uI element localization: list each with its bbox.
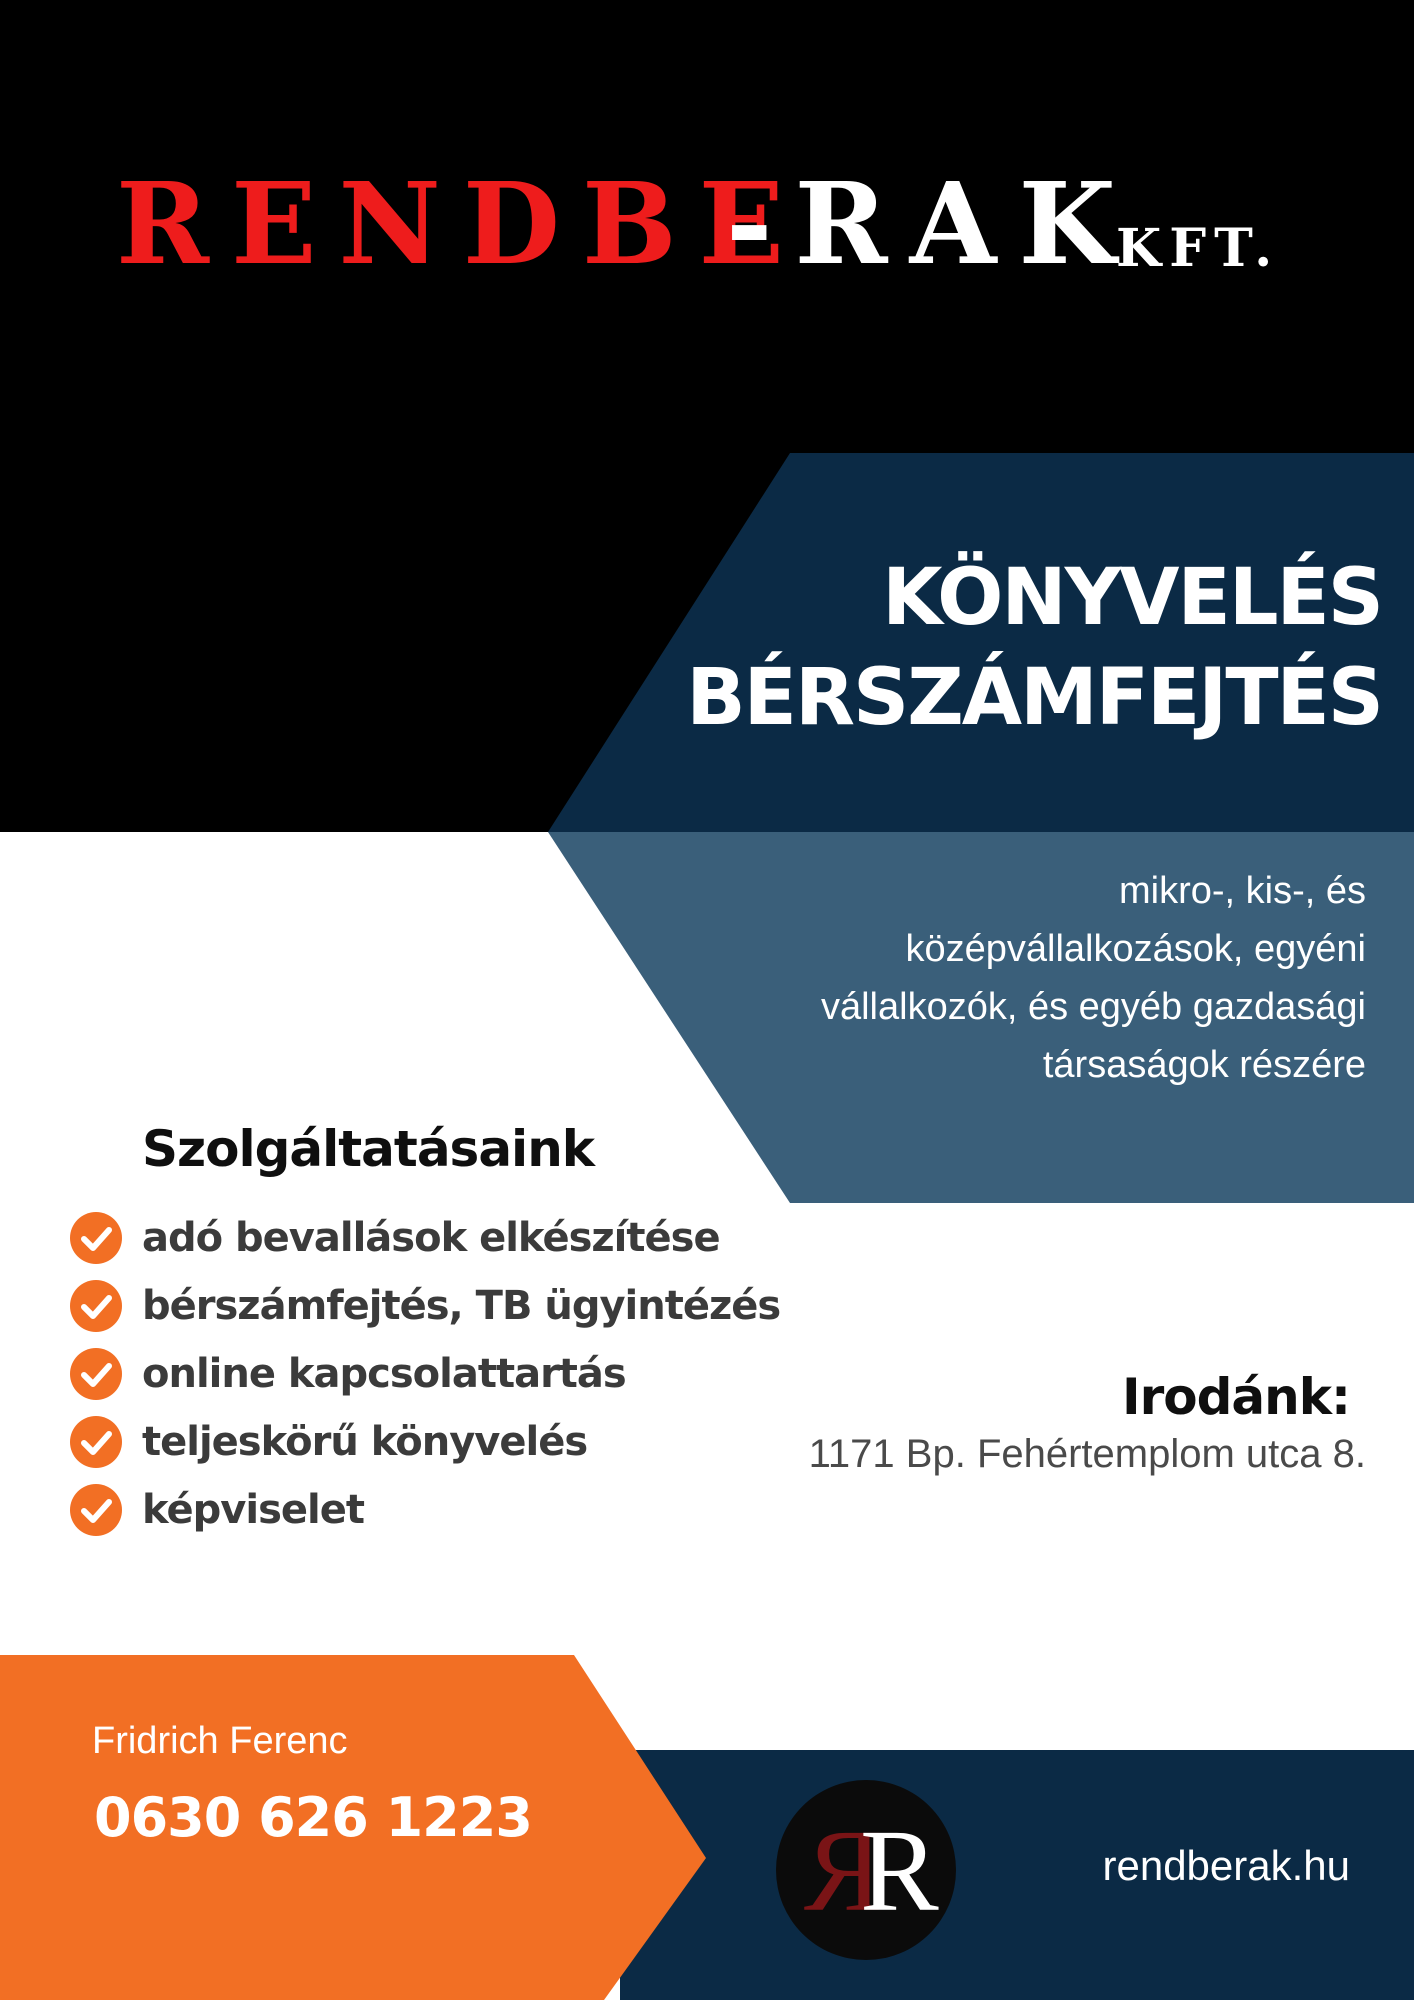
company-suffix: KFT. bbox=[1116, 218, 1281, 279]
check-icon bbox=[70, 1416, 122, 1468]
office-title: Irodánk: bbox=[1122, 1368, 1350, 1426]
service-item bbox=[70, 1412, 770, 1480]
hero-line-1: KÖNYVELÉS bbox=[882, 553, 1382, 643]
check-icon bbox=[70, 1484, 122, 1536]
contact-name: Fridrich Ferenc bbox=[92, 1720, 348, 1762]
service-item bbox=[70, 1276, 781, 1344]
service-item bbox=[70, 1480, 770, 1548]
contact-phone[interactable]: 0630 626 1223 bbox=[94, 1786, 532, 1849]
logo-mirrored-r: R bbox=[804, 1805, 883, 1936]
service-label: adó bevallások elkészítése bbox=[142, 1215, 720, 1261]
service-label: képviselet bbox=[142, 1487, 364, 1533]
logo-r: R bbox=[860, 1805, 939, 1936]
company-name bbox=[116, 150, 1316, 300]
service-label: teljeskörű könyvelés bbox=[142, 1419, 588, 1465]
check-icon bbox=[70, 1348, 122, 1400]
services-title: Szolgáltatásaink bbox=[142, 1120, 595, 1178]
hero-heading bbox=[662, 548, 1382, 748]
check-icon bbox=[70, 1280, 122, 1332]
target-line: mikro-, kis-, és bbox=[1119, 870, 1366, 912]
website-link[interactable]: rendberak.hu bbox=[1102, 1842, 1350, 1889]
company-name-red: RENDBE bbox=[116, 159, 806, 290]
service-item bbox=[70, 1208, 770, 1276]
target-line: középvállalkozások, egyéni bbox=[905, 928, 1366, 970]
service-item bbox=[70, 1344, 770, 1412]
target-audience bbox=[726, 862, 1366, 1094]
company-name-white: -RAK bbox=[726, 159, 1138, 290]
target-line: vállalkozók, és egyéb gazdasági bbox=[820, 986, 1366, 1028]
hero-line-2: BÉRSZÁMFEJTÉS bbox=[686, 653, 1382, 743]
check-icon bbox=[70, 1212, 122, 1264]
company-logo bbox=[776, 1780, 956, 1960]
office-address: 1171 Bp. Fehértemplom utca 8. bbox=[808, 1432, 1366, 1476]
services-list bbox=[70, 1208, 781, 1548]
target-line: társaságok részére bbox=[1042, 1044, 1366, 1086]
service-label: bérszámfejtés, TB ügyintézés bbox=[142, 1283, 781, 1329]
service-label: online kapcsolattartás bbox=[142, 1351, 626, 1397]
